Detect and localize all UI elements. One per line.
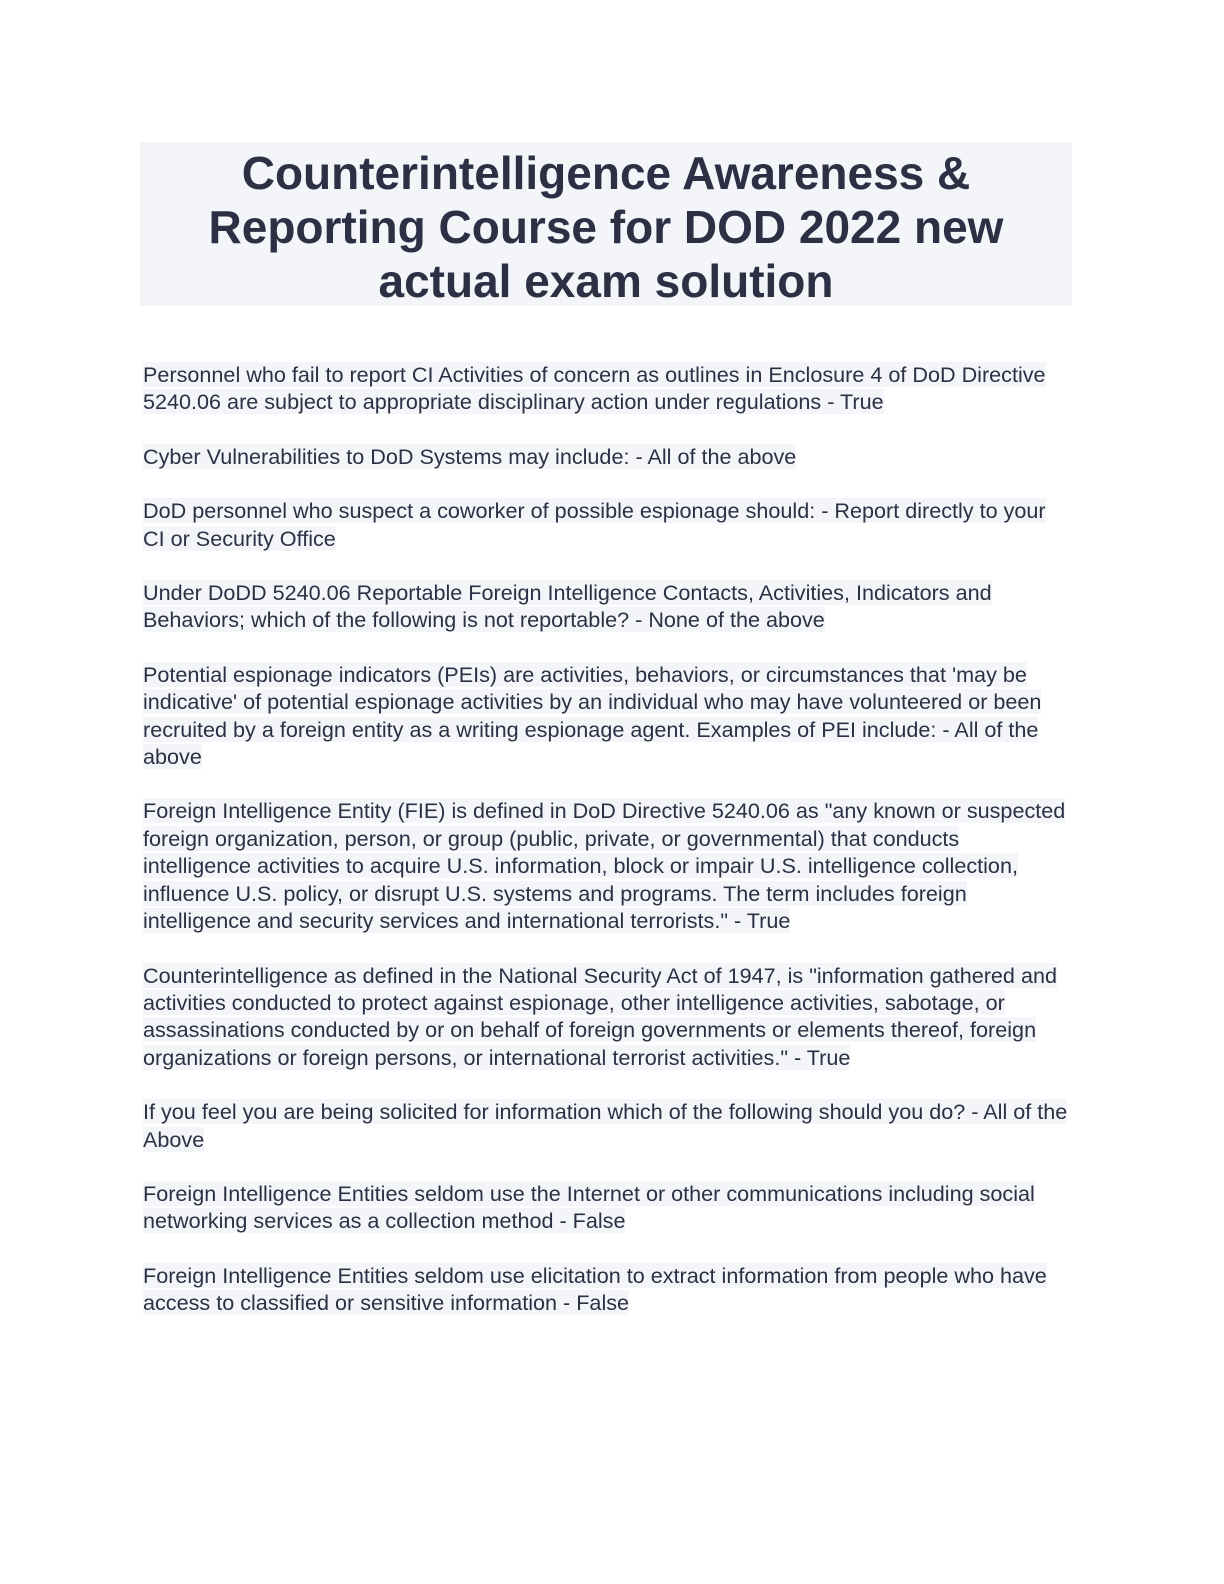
- qa-item: [143, 497, 1068, 552]
- qa-item-text: Foreign Intelligence Entities seldom use the Internet or other communications including social networking services as a collection method - False: [143, 1180, 1035, 1234]
- qa-item-text: Under DoDD 5240.06 Reportable Foreign Intelligence Contacts, Activities, Indicators and Behaviors; which of the following is not reportable? - None of the above: [143, 580, 992, 633]
- qa-item-text: Foreign Intelligence Entity (FIE) is defined in DoD Directive 5240.06 as "any known or suspected foreign organization, person, or group (public, private, or governmental) that conducts intelligence activities to acquire U.S. information, block or impair U.S. intelligence collection, influence U.S. policy, or disrupt U.S. systems and programs. The term includes foreign intelligence and security services and international terrorists." - True: [143, 798, 1066, 934]
- qa-item: [143, 797, 1068, 934]
- question-answer-list: [143, 361, 1068, 1344]
- qa-item: [143, 661, 1068, 771]
- qa-item-text: Counterintelligence as defined in the National Security Act of 1947, is "information gathered and activities conducted to protect against espionage, other intelligence activities, sabotage, or assassinations conducted by or on behalf of foreign governments or elements thereof, foreign organizations or foreign persons, or international terrorist activities." - True: [143, 962, 1057, 1070]
- qa-item: [143, 1098, 1068, 1153]
- qa-item-text: DoD personnel who suspect a coworker of possible espionage should: - Report directly to your CI or Security Office: [143, 498, 1046, 551]
- qa-item-text: Foreign Intelligence Entities seldom use elicitation to extract information from people who have access to classified or sensitive information - False: [143, 1262, 1047, 1316]
- qa-item: [143, 1262, 1068, 1317]
- qa-item-text: Cyber Vulnerabilities to DoD Systems may include: - All of the above: [143, 443, 797, 469]
- qa-item: [143, 1180, 1068, 1235]
- qa-item-text: Personnel who fail to report CI Activities of concern as outlines in Enclosure 4 of DoD Directive 5240.06 are subject to appropriate disciplinary action under regulations - True: [143, 362, 1046, 415]
- qa-item: [143, 962, 1068, 1072]
- title-banner: [140, 142, 1072, 306]
- qa-item: [143, 361, 1068, 416]
- qa-item: [143, 443, 1068, 470]
- qa-item-text: Potential espionage indicators (PEIs) are activities, behaviors, or circumstances that 'may be indicative' of potential espionage activities by an individual who may have volunteered or been recruited by a foreign entity as a writing espionage agent. Examples of PEI include: - All of the above: [143, 661, 1042, 770]
- qa-item-text: If you feel you are being solicited for information which of the following should you do? - All of the Above: [143, 1099, 1068, 1152]
- document-title: Counterintelligence Awareness & Reporting Course for DOD 2022 new actual exam solution: [208, 147, 1004, 307]
- qa-item: [143, 579, 1068, 634]
